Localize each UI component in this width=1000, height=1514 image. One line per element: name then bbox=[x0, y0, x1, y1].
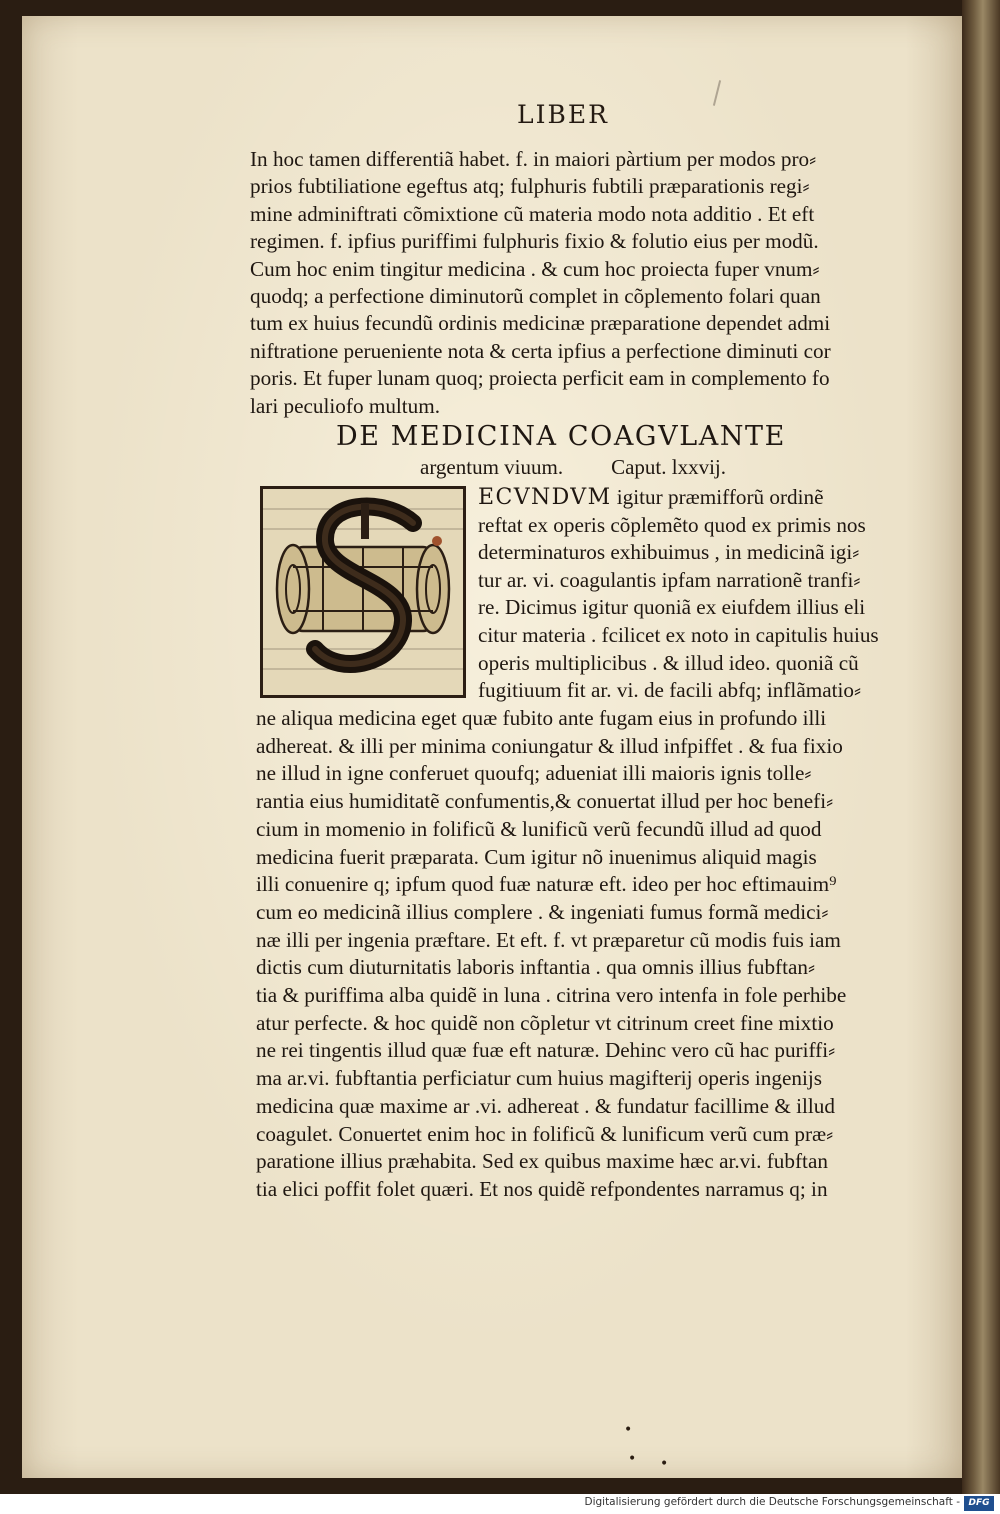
text-line: coagulet. Conuertet enim hoc in folificũ & lunificum verũ cum præ⸗ bbox=[256, 1121, 834, 1146]
text-line: ne illud in igne conferuet quoufq; adueniat illi maioris ignis tolle⸗ bbox=[256, 761, 812, 786]
text-line: tur ar. vi. coagulantis ipfam narrationẽ tranfi⸗ bbox=[478, 567, 861, 592]
book-gutter bbox=[962, 0, 1000, 1494]
text-line: paratione illius præhabita. Sed ex quibus maxime hæc ar.vi. fubftan bbox=[256, 1149, 828, 1174]
text-line: medicina fuerit præparata. Cum igitur nõ inuenimus aliquid magis bbox=[256, 844, 817, 869]
text-line: niftratione perueniente nota & certa ipfius a perfectione diminuti cor bbox=[250, 338, 831, 363]
text-line: ma ar.vi. fubftantia perficiatur cum huius magifterij operis ingenijs bbox=[256, 1066, 823, 1091]
opening-word: ECVNDVM bbox=[478, 485, 612, 510]
text-line: tia & puriffima alba quidẽ in luna . citrina vero intenfa in fole perhibe bbox=[256, 983, 847, 1008]
text-line: atur perfecte. & hoc quidẽ non cõpletur vt citrinum creet fine mixtio bbox=[256, 1010, 834, 1035]
text-line: quodq; a perfectione diminutorũ complet in cõplemento folari quan bbox=[250, 284, 821, 309]
text-line: ne aliqua medicina eget quæ fubito ante fugam eius in profundo illi bbox=[256, 706, 827, 730]
chapter-heading: DE MEDICINA COAGVLANTE bbox=[336, 421, 786, 452]
text-line: reftat ex operis cõplemẽto quod ex primis nos bbox=[478, 512, 866, 537]
text-line: cum eo medicinã illius complere . & ingeniati fumus formã medici⸗ bbox=[256, 899, 829, 924]
footer-bar bbox=[0, 1494, 1000, 1514]
line-rest: igitur præmifforũ ordinẽ bbox=[611, 485, 824, 509]
initial-paragraph bbox=[478, 484, 938, 705]
running-head: LIBER bbox=[517, 100, 609, 129]
speck-mark: • bbox=[624, 1422, 633, 1438]
text-line bbox=[478, 484, 938, 512]
text-line: tia elici poffit folet quæri. Et nos quidẽ refpondentes narramus q; in bbox=[256, 1176, 828, 1201]
text-line: illi conuenire q; ipfum quod fuæ naturæ eft. ideo per hoc eftimauim⁹ bbox=[256, 872, 837, 897]
text-line: medicina quæ maxime ar .vi. adhereat . & fundatur facillime & illud bbox=[256, 1093, 835, 1118]
text-line: In hoc tamen differentiã habet. f. in maiori pàrtium per modos pro⸗ bbox=[250, 147, 817, 171]
text-line: næ illi per ingenia præftare. Et eft. f. vt præparetur cũ modis fuis iam bbox=[256, 927, 841, 952]
text-line: tum ex huius fecundũ ordinis medicinæ præparatione dependet admi bbox=[250, 311, 831, 336]
text-line: cium in momenio in folificũ & lunificũ verũ fecundũ illud ad quod bbox=[256, 816, 822, 841]
text-line: mine adminiftrati cõmixtione cũ materia modo nota additio . Et eft bbox=[250, 201, 815, 226]
text-line: rantia eius humiditatẽ confumentis,& conuertat illud per hoc benefi⸗ bbox=[256, 789, 834, 814]
text-line: prios fubtiliatione egeftus atq; fulphuris fubtili præparationis regi⸗ bbox=[250, 174, 810, 199]
text-line: Cum hoc enim tingitur medicina . & cum hoc proiecta fuper vnum⸗ bbox=[250, 256, 820, 281]
chapter-number: Caput. lxxvij. bbox=[611, 455, 727, 479]
footer-credit: Digitalisierung gefördert durch die Deutsche Forschungsgemeinschaft - bbox=[584, 1496, 960, 1508]
text-line: operis multiplicibus . & illud ideo. quoniã cũ bbox=[478, 650, 859, 675]
text-line: citur materia . fcilicet ex noto in capitulis huius bbox=[478, 622, 879, 647]
body-paragraph bbox=[256, 705, 946, 1204]
text-line: dictis cum diuturnitatis laboris inftantia . qua omnis illius fubftan⸗ bbox=[256, 955, 816, 980]
text-line: fugitiuum fit ar. vi. de facili abfq; inflãmatio⸗ bbox=[478, 678, 862, 703]
text-line: re. Dicimus igitur quoniã ex eiufdem illius eli bbox=[478, 595, 866, 620]
chapter-subheading: argentum viuum. bbox=[420, 455, 564, 479]
text-line: adhereat. & illi per minima coniungatur & illud infpiffet . & fua fixio bbox=[256, 733, 843, 758]
text-line: lari peculiofo multum. bbox=[250, 393, 441, 418]
woodcut-initial bbox=[260, 486, 466, 698]
chapter-subheading-row bbox=[420, 455, 726, 480]
text-line: regimen. f. ipfius puriffimi fulphuris fixio & folutio eius per modũ. bbox=[250, 229, 819, 254]
speck-mark: • bbox=[660, 1456, 669, 1472]
top-paragraph bbox=[250, 146, 940, 420]
text-line: determinaturos exhibuimus , in medicinã igi⸗ bbox=[478, 540, 860, 565]
text-line: ne rei tingentis illud quæ fuæ eft naturæ. Dehinc vero cũ hac puriffi⸗ bbox=[256, 1038, 836, 1063]
text-line: poris. Et fuper lunam quoq; proiecta perficit eam in complemento fo bbox=[250, 366, 830, 391]
barrel-icon bbox=[263, 489, 463, 695]
speck-mark: • bbox=[628, 1451, 637, 1467]
dfg-logo-icon[interactable]: DFG bbox=[964, 1496, 994, 1511]
